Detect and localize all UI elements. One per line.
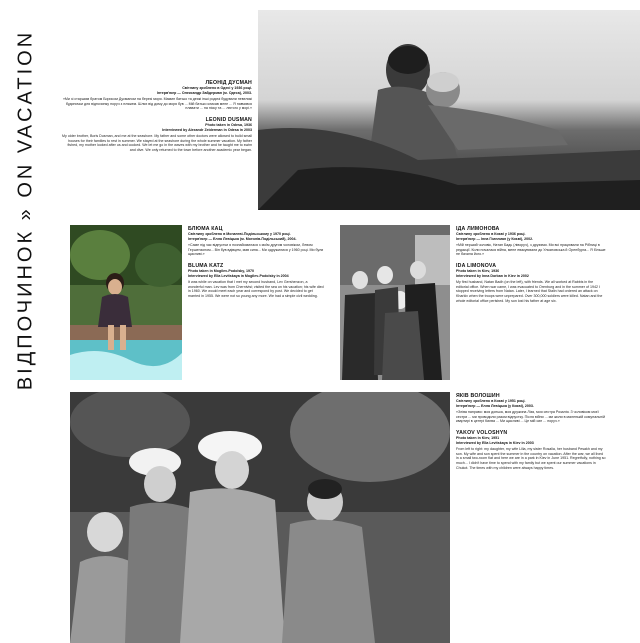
dusman-name-ua: ЛЕОНІД ДУСМАН xyxy=(205,80,252,86)
photo-voloshyn-family xyxy=(70,392,450,643)
voloshyn-name-en: YAKOV VOLOSHYN xyxy=(456,430,508,436)
dusman-photo-ua: Світлину зроблено в Одесі у 1936 році. xyxy=(182,86,252,91)
voloshyn-quote-ua: «Зліва направо: моя донька, моя дружина Лізя, моя сестра Розалія. З чоловіком моєї сестри ... ми проводили разом відпустку. Після війни ... ми жили в маленькій комунальній квартирі в центрі Києва ... Ми щасливі ... Це мій син ... поруч.» xyxy=(456,410,605,424)
photo-limonova-image xyxy=(340,225,450,380)
photo-voloshyn-image xyxy=(70,392,450,643)
limonova-interview-ua: Інтерв'юер — Інна Гімелман (у Києві), 2002. xyxy=(456,236,534,241)
photo-katz-image xyxy=(70,225,182,380)
dusman-name-en: LEONID DUSMAN xyxy=(205,117,252,123)
voloshyn-quote-en: From left to right: my daughter, my wife Lilia, my sister Rosalia, her husband Pesakh and my son. My wife and son spent the summer in the country on vacation. After the war, we all lived in a small two-room flat and here we are in a park in Kiev in June 1951. Regretfully, nothing so much... I didn't have time to spend with my family but we spent our summer vacations in Chukot. The times with my children were always happy times. xyxy=(456,447,606,470)
photo-dusman-image xyxy=(258,10,640,210)
voloshyn-name-ua: ЯКІВ ВОЛОШИН xyxy=(456,393,500,399)
photo-dusman-brothers xyxy=(258,10,640,210)
limonova-quote-en: My first husband, Natan Badh (on the left), with friends. We all worked at Rabbis in the editorial office. When war came, I was evacuated to Orenburg and in the summer of 1942 I stopped receiving letters from Natan. Later, I learned that Stalin had ordered an attack on Kharkiv when the troops were unprepared. Over 300,000 soldiers were killed. Natan and the whole editorial office perished. My son lost his father at age six. xyxy=(456,280,603,303)
katz-photo-ua: Світлину зроблено в Могилеві-Подільському у 1970 році. xyxy=(188,232,291,237)
photo-katz xyxy=(70,225,182,380)
photo-limonova-group xyxy=(340,225,450,380)
katz-name-ua: БЛЮМА КАЦ xyxy=(188,226,223,232)
voloshyn-text xyxy=(456,393,606,470)
limonova-text xyxy=(456,226,606,303)
dusman-photo-en: Photo taken in Odesa, 1936 xyxy=(205,123,252,128)
katz-photo-en: Photo taken in Mogilev-Podolsky, 1970 xyxy=(188,269,255,274)
katz-text xyxy=(188,226,324,299)
limonova-name-ua: ІДА ЛИМОНОВА xyxy=(456,226,500,232)
voloshyn-interview-en: Interviewed by Ella Levitskaya in Kiev in 2003 xyxy=(456,440,534,445)
voloshyn-photo-en: Photo taken in Kiev, 1951 xyxy=(456,436,500,441)
katz-interview-en: Interviewed by Ella Levitskaya in Mogilev-Podolsky in 2004 xyxy=(188,273,289,278)
dusman-interview-en: Interviewed by Alexandr Zeiderman in Odesa in 2003 xyxy=(162,127,252,132)
dusman-interview-ua: Інтерв'юер — Олександр Зайдерман (м. Одеса), 2003. xyxy=(156,90,252,95)
vertical-title-text: ВІДПОЧИНОК » ON VACATION xyxy=(14,29,37,391)
katz-quote-en: It was while on vacation that I met my second husband, Lev Gershenzon, a wonderful man. Lev was from Chernivtsi; visited the sea on his vacation; his wife died in 1960. We would meet each year and correspond by post. We decided to get married in 1955. We were not so young any more. We had a simple civil wedding. xyxy=(188,280,324,298)
limonova-name-en: IDA LIMONOVA xyxy=(456,263,497,269)
voloshyn-interview-ua: Інтерв'юер — Елла Левіцька (у Києві), 2003. xyxy=(456,403,534,408)
dusman-quote-en: My older brother, Boris Dusman, and me at the seashore. My father and some other doctors were allowed to build small houses for their families to rest in summer. We stayed at the seashore during the whole summer vacation. My father fished, my mother looked after us and cooked. We let me go in the waves with my brother and he taught me to swim and dive. We only returned to the town before another academic year began. xyxy=(62,134,252,152)
limonova-photo-ua: Світлину зроблено в Києві у 1936 році. xyxy=(456,232,526,237)
katz-name-en: BLUMA KATZ xyxy=(188,263,224,269)
dusman-quote-ua: «Ми зі старшим братом Борисом Дусманом на березі моря. Мамин батько та деякі інші родичі будували невеликі будиночки для відпочинку поруч з пляжем. Шлях від дому до моря був ... Мій батько кликав мене ... Я навчився плавати ... на піску та ... лютого у морі.» xyxy=(62,97,252,111)
limonova-interview-en: Interviewed by Inna Dorban in Kiev in 2002 xyxy=(456,273,529,278)
katz-interview-ua: Інтерв'юер — Елла Левіцька (м. Могилів-Подільський), 2004. xyxy=(188,236,297,241)
vertical-title xyxy=(6,29,46,391)
voloshyn-photo-ua: Світлину зроблено в Києві у 1951 році. xyxy=(456,399,526,404)
limonova-photo-en: Photo taken in Kiev, 1936 xyxy=(456,269,500,274)
limonova-quote-ua: «Мій перший чоловік, Натан Бадь (ліворуч), з друзями. Ми всі працювали на Рібниці в редакції. Коли почалася війна, мене евакуювали до Ульяновська й Оренбурга... Я більше не бачила його.» xyxy=(456,243,606,257)
katz-quote-ua: «Саме під час відпустки я познайомилася з моїм другим чоловіком, Левом Гершензоном... Він був вдівцем, мав сина... Ми одружилися у 1960 році. Ми були щасливі.» xyxy=(188,243,324,257)
dusman-text xyxy=(62,80,252,153)
